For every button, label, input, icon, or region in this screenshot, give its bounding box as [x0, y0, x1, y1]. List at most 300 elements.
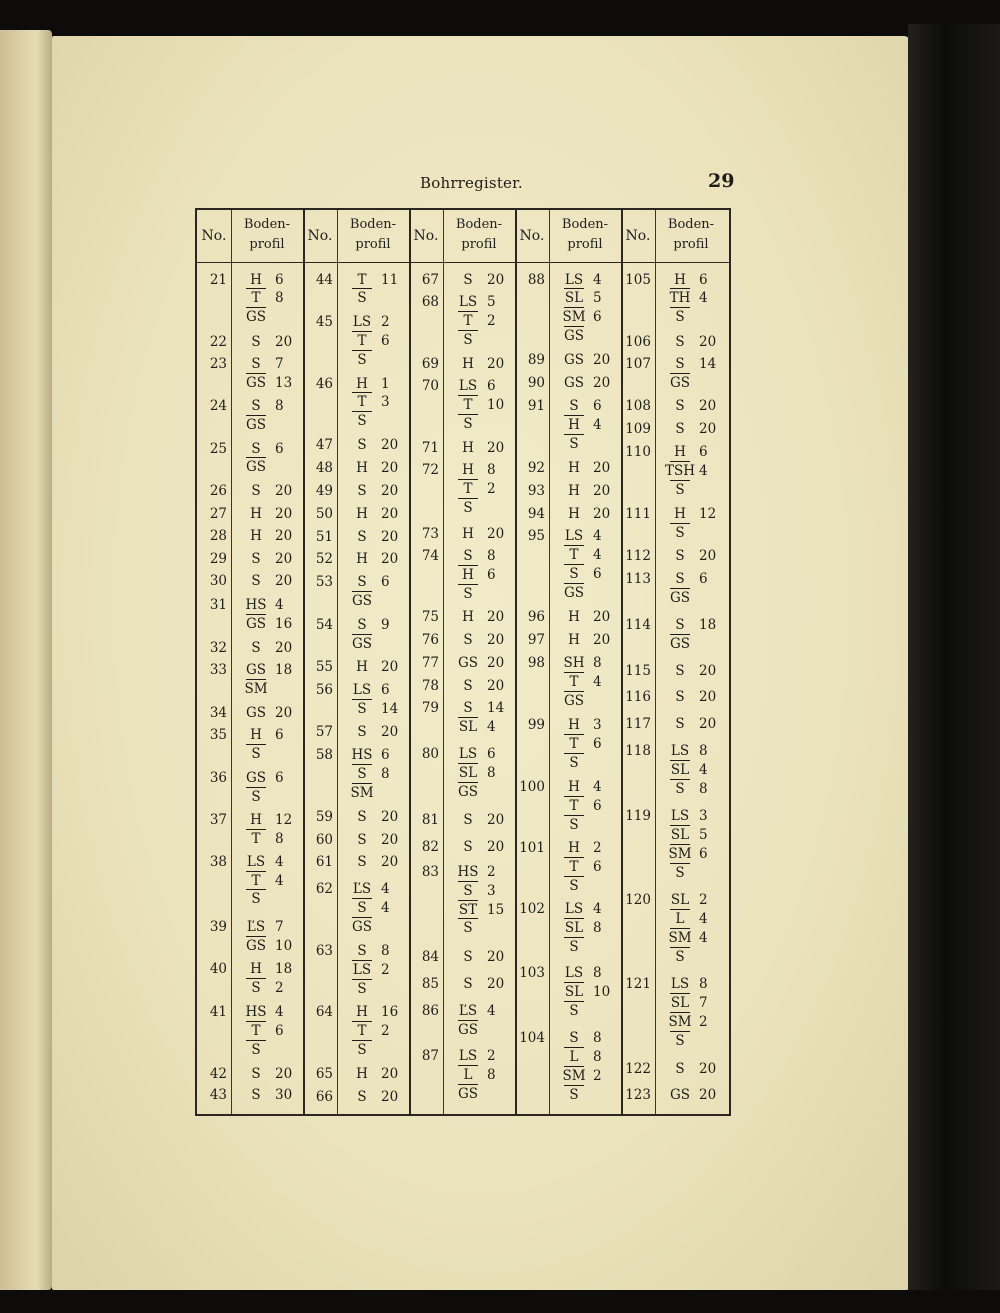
bohrung-number: 23: [209, 356, 227, 372]
running-title: Bohrregister.: [420, 174, 523, 192]
soil-layer-code: S: [357, 809, 367, 825]
bohrung-number: 99: [527, 717, 545, 733]
soil-layer-depth: 3: [487, 883, 496, 899]
soil-layer-code: S: [451, 586, 485, 602]
soil-layer-depth: 2: [593, 1068, 602, 1084]
soil-layer-code: S: [451, 332, 485, 348]
bohrung-number: 83: [421, 864, 439, 880]
soil-layer-code: S: [357, 437, 367, 453]
soil-layer-code: S: [463, 839, 473, 855]
soil-layer-code: S: [463, 700, 473, 716]
soil-layer-depth: 4: [381, 881, 390, 897]
soil-layer-code: H: [462, 440, 474, 456]
bohrung-number: 49: [315, 483, 333, 499]
soil-layer-depth: 20: [381, 460, 399, 476]
soil-layer-depth: 10: [593, 984, 611, 1000]
soil-layer-code: H: [674, 272, 686, 288]
bohrung-number: 80: [421, 746, 439, 762]
soil-layer-depth: 6: [381, 682, 390, 698]
soil-layer-code: H: [356, 1066, 368, 1082]
bohrung-number: 104: [519, 1030, 545, 1046]
soil-layer-code: S: [463, 272, 473, 288]
soil-layer-code: SM: [663, 930, 697, 946]
soil-layer-code: S: [357, 832, 367, 848]
soil-layer-depth: 12: [699, 506, 717, 522]
soil-layer-code: SM: [557, 1068, 591, 1084]
soil-layer-code: SL: [663, 995, 697, 1011]
bohrung-number: 97: [527, 632, 545, 648]
bohrung-number: 58: [315, 747, 333, 763]
soil-layer-depth: 14: [699, 356, 717, 372]
bohrung-number: 70: [421, 378, 439, 394]
soil-layer-depth: 20: [381, 483, 399, 499]
soil-layer-depth: 20: [275, 483, 293, 499]
bohrung-number: 71: [421, 440, 439, 456]
soil-layer-code: SL: [451, 719, 485, 735]
bohrung-number: 54: [315, 617, 333, 633]
soil-layer-code: LS: [564, 528, 584, 544]
soil-layer-depth: 20: [487, 609, 505, 625]
soil-layer-code: S: [251, 441, 261, 457]
soil-layer-depth: 6: [699, 444, 708, 460]
soil-layer-code: LS: [564, 272, 584, 288]
header-profil: profil: [461, 237, 497, 252]
soil-layer-depth: 6: [275, 1023, 284, 1039]
soil-layer-code: SM: [345, 785, 379, 801]
soil-layer-code: LS: [246, 854, 266, 870]
soil-layer-code: S: [675, 663, 685, 679]
soil-layer-code: GS: [563, 352, 585, 368]
bohrung-number: 120: [625, 892, 651, 908]
soil-layer-depth: 30: [275, 1087, 293, 1103]
soil-layer-code: S: [663, 309, 697, 325]
soil-layer-code: H: [568, 632, 580, 648]
soil-layer-code: S: [357, 483, 367, 499]
column-divider: [655, 210, 656, 1114]
soil-layer-code: S: [239, 891, 273, 907]
soil-layer-code: S: [451, 883, 485, 899]
soil-layer-code: HS: [457, 864, 479, 880]
soil-layer-code: H: [462, 356, 474, 372]
header-bodenprofil: [231, 215, 303, 255]
soil-layer-code: S: [451, 920, 485, 936]
soil-layer-code: S: [557, 436, 591, 452]
soil-layer-code: S: [357, 574, 367, 590]
soil-layer-code: S: [663, 482, 697, 498]
soil-layer-depth: 14: [487, 700, 505, 716]
bohrung-number: 52: [315, 551, 333, 567]
soil-layer-depth: 20: [699, 663, 717, 679]
soil-layer-depth: 8: [699, 743, 708, 759]
soil-layer-code: T: [239, 873, 273, 889]
bohrung-number: 68: [421, 294, 439, 310]
bohrung-number: 42: [209, 1066, 227, 1082]
header-bodenprofil: [549, 215, 621, 255]
bohrung-number: 48: [315, 460, 333, 476]
header-no: No.: [307, 228, 333, 244]
bohrung-number: 92: [527, 460, 545, 476]
soil-layer-code: S: [663, 525, 697, 541]
soil-layer-code: S: [251, 573, 261, 589]
bohrung-number: 69: [421, 356, 439, 372]
bohrung-number: 21: [209, 272, 227, 288]
soil-layer-code: H: [674, 506, 686, 522]
header-no: No.: [625, 228, 651, 244]
bohrung-number: 63: [315, 943, 333, 959]
soil-layer-code: ĽS: [246, 919, 266, 935]
bohrung-number: 121: [625, 976, 651, 992]
soil-layer-code: GS: [239, 616, 273, 632]
soil-layer-depth: 6: [275, 441, 284, 457]
soil-layer-depth: 4: [699, 930, 708, 946]
soil-layer-depth: 2: [487, 864, 496, 880]
bohrung-number: 45: [315, 314, 333, 330]
soil-layer-code: S: [557, 878, 591, 894]
soil-layer-depth: 20: [699, 1061, 717, 1077]
bohrung-number: 65: [315, 1066, 333, 1082]
soil-layer-code: H: [568, 506, 580, 522]
soil-layer-code: T: [557, 736, 591, 752]
soil-layer-depth: 8: [593, 655, 602, 671]
soil-layer-code: GS: [245, 705, 267, 721]
soil-layer-code: H: [674, 444, 686, 460]
soil-layer-depth: 7: [275, 356, 284, 372]
soil-layer-code: GS: [345, 636, 379, 652]
bohrung-number: 31: [209, 597, 227, 613]
soil-layer-depth: 6: [487, 378, 496, 394]
bohrung-number: 53: [315, 574, 333, 590]
soil-layer-depth: 1: [381, 376, 390, 392]
bohrung-number: 88: [527, 272, 545, 288]
bohrung-number: 107: [625, 356, 651, 372]
soil-layer-code: T: [357, 272, 367, 288]
header-no: No.: [201, 228, 227, 244]
soil-layer-code: GS: [557, 328, 591, 344]
bohrung-number: 75: [421, 609, 439, 625]
bohrung-number: 50: [315, 506, 333, 522]
soil-layer-depth: 20: [381, 854, 399, 870]
bohrung-number: 33: [209, 662, 227, 678]
soil-layer-depth: 6: [593, 736, 602, 752]
bohrung-number: 36: [209, 770, 227, 786]
bohrung-number: 81: [421, 812, 439, 828]
column-divider: [231, 210, 232, 1114]
soil-layer-depth: 14: [381, 701, 399, 717]
soil-layer-depth: 6: [487, 746, 496, 762]
soil-layer-depth: 4: [593, 547, 602, 563]
soil-layer-depth: 8: [593, 1030, 602, 1046]
soil-layer-depth: 2: [275, 980, 284, 996]
bohrung-number: 89: [527, 352, 545, 368]
soil-layer-code: H: [356, 460, 368, 476]
soil-layer-code: T: [557, 798, 591, 814]
soil-layer-depth: 12: [275, 812, 293, 828]
soil-layer-depth: 20: [487, 272, 505, 288]
soil-layer-code: GS: [345, 593, 379, 609]
soil-layer-code: S: [451, 416, 485, 432]
soil-layer-code: GS: [563, 375, 585, 391]
soil-layer-depth: 2: [381, 314, 390, 330]
soil-layer-code: S: [663, 1033, 697, 1049]
soil-layer-depth: 20: [487, 949, 505, 965]
header-bodenprofil: [443, 215, 515, 255]
soil-layer-code: ST: [451, 902, 485, 918]
soil-layer-depth: 4: [593, 417, 602, 433]
soil-layer-depth: 20: [275, 705, 293, 721]
soil-layer-code: S: [675, 398, 685, 414]
soil-layer-code: GS: [245, 662, 267, 678]
bohrung-number: 84: [421, 949, 439, 965]
bohrung-number: 26: [209, 483, 227, 499]
soil-layer-code: S: [557, 1087, 591, 1103]
soil-layer-code: LS: [670, 976, 690, 992]
soil-layer-code: H: [568, 779, 580, 795]
bohrung-number: 37: [209, 812, 227, 828]
soil-layer-depth: 6: [381, 574, 390, 590]
soil-layer-code: S: [557, 566, 591, 582]
soil-layer-code: S: [345, 766, 379, 782]
soil-layer-code: S: [251, 483, 261, 499]
soil-layer-code: T: [345, 394, 379, 410]
bohrung-number: 38: [209, 854, 227, 870]
bohrung-number: 114: [625, 617, 651, 633]
soil-layer-code: S: [251, 334, 261, 350]
soil-layer-depth: 6: [275, 770, 284, 786]
bohrung-number: 95: [527, 528, 545, 544]
soil-layer-code: GS: [239, 375, 273, 391]
soil-layer-code: GS: [557, 693, 591, 709]
soil-layer-depth: 8: [593, 965, 602, 981]
header-boden: Boden-: [243, 217, 291, 232]
bohrung-number: 108: [625, 398, 651, 414]
bohrung-number: 96: [527, 609, 545, 625]
soil-layer-depth: 20: [275, 334, 293, 350]
soil-layer-code: LS: [458, 1048, 478, 1064]
soil-layer-code: SM: [557, 309, 591, 325]
soil-layer-code: S: [463, 632, 473, 648]
soil-layer-code: H: [568, 840, 580, 856]
column-divider: [549, 210, 550, 1114]
soil-layer-code: S: [239, 789, 273, 805]
bohrung-number: 113: [625, 571, 651, 587]
soil-layer-depth: 8: [487, 765, 496, 781]
soil-layer-code: S: [345, 290, 379, 306]
soil-layer-depth: 20: [699, 716, 717, 732]
soil-layer-code: LS: [670, 808, 690, 824]
header-boden: Boden-: [667, 217, 715, 232]
soil-layer-depth: 9: [381, 617, 390, 633]
soil-layer-code: HS: [245, 1004, 267, 1020]
soil-layer-code: S: [357, 529, 367, 545]
bohrung-number: 110: [625, 444, 651, 460]
soil-layer-depth: 6: [699, 571, 708, 587]
soil-layer-code: H: [250, 528, 262, 544]
soil-layer-depth: 4: [275, 597, 284, 613]
soil-layer-code: H: [568, 609, 580, 625]
soil-layer-code: H: [250, 961, 262, 977]
soil-layer-code: GS: [663, 590, 697, 606]
soil-layer-code: H: [356, 376, 368, 392]
bohrung-number: 117: [625, 716, 651, 732]
header-boden: Boden-: [349, 217, 397, 232]
bohrung-number: 67: [421, 272, 439, 288]
soil-layer-depth: 2: [593, 840, 602, 856]
bohrung-number: 57: [315, 724, 333, 740]
soil-layer-depth: 2: [381, 962, 390, 978]
soil-layer-code: SM: [663, 846, 697, 862]
soil-layer-code: HS: [245, 597, 267, 613]
soil-layer-depth: 20: [487, 440, 505, 456]
soil-layer-code: S: [357, 724, 367, 740]
soil-layer-code: GS: [451, 1086, 485, 1102]
soil-layer-depth: 3: [381, 394, 390, 410]
soil-layer-code: H: [568, 717, 580, 733]
header-profil: profil: [673, 237, 709, 252]
bohrung-number: 39: [209, 919, 227, 935]
soil-layer-code: S: [675, 356, 685, 372]
soil-layer-code: S: [463, 548, 473, 564]
soil-layer-code: SL: [557, 920, 591, 936]
soil-layer-code: LS: [345, 962, 379, 978]
soil-layer-code: SL: [557, 290, 591, 306]
bohrung-number: 27: [209, 506, 227, 522]
soil-layer-depth: 4: [381, 900, 390, 916]
soil-layer-depth: 20: [381, 506, 399, 522]
soil-layer-depth: 2: [699, 892, 708, 908]
soil-layer-code: SL: [663, 762, 697, 778]
bohrung-number: 106: [625, 334, 651, 350]
soil-layer-depth: 20: [381, 659, 399, 675]
soil-layer-code: H: [356, 551, 368, 567]
soil-layer-code: S: [357, 854, 367, 870]
soil-layer-code: L: [557, 1049, 591, 1065]
soil-layer-code: H: [451, 567, 485, 583]
bohrung-number: 116: [625, 689, 651, 705]
soil-layer-code: HS: [351, 747, 373, 763]
soil-layer-depth: 4: [593, 779, 602, 795]
soil-layer-depth: 10: [487, 397, 505, 413]
soil-layer-code: S: [357, 1089, 367, 1105]
bohrung-number: 86: [421, 1003, 439, 1019]
soil-layer-depth: 20: [275, 640, 293, 656]
soil-layer-depth: 6: [487, 567, 496, 583]
soil-layer-code: GS: [663, 636, 697, 652]
soil-layer-depth: 6: [593, 398, 602, 414]
soil-layer-depth: 6: [275, 272, 284, 288]
soil-layer-depth: 6: [275, 727, 284, 743]
bohrung-number: 62: [315, 881, 333, 897]
bohrung-number: 102: [519, 901, 545, 917]
soil-layer-depth: 20: [381, 832, 399, 848]
bohrung-number: 105: [625, 272, 651, 288]
soil-layer-code: S: [251, 551, 261, 567]
soil-layer-depth: 16: [381, 1004, 399, 1020]
bohrregister-table: [195, 208, 731, 1116]
soil-layer-depth: 20: [593, 609, 611, 625]
soil-layer-code: S: [451, 500, 485, 516]
soil-layer-depth: 6: [699, 272, 708, 288]
soil-layer-depth: 8: [381, 766, 390, 782]
bohrung-number: 101: [519, 840, 545, 856]
soil-layer-code: H: [356, 506, 368, 522]
soil-layer-depth: 20: [487, 976, 505, 992]
soil-layer-depth: 2: [487, 481, 496, 497]
soil-layer-code: GS: [239, 938, 273, 954]
soil-layer-code: S: [675, 716, 685, 732]
soil-layer-depth: 2: [487, 313, 496, 329]
column-divider: [337, 210, 338, 1114]
soil-layer-code: SM: [239, 681, 273, 697]
bohrung-number: 22: [209, 334, 227, 350]
soil-layer-code: S: [557, 1003, 591, 1019]
bohrung-number: 119: [625, 808, 651, 824]
soil-layer-depth: 20: [381, 724, 399, 740]
soil-layer-depth: 4: [699, 290, 708, 306]
header-no: No.: [519, 228, 545, 244]
soil-layer-depth: 20: [275, 1066, 293, 1082]
soil-layer-code: S: [663, 781, 697, 797]
header-bodenprofil: [655, 215, 727, 255]
soil-layer-code: S: [239, 746, 273, 762]
soil-layer-depth: 4: [593, 528, 602, 544]
soil-layer-code: LS: [670, 743, 690, 759]
bohrung-number: 72: [421, 462, 439, 478]
soil-layer-depth: 13: [275, 375, 293, 391]
soil-layer-code: S: [345, 1042, 379, 1058]
soil-layer-code: S: [251, 398, 261, 414]
soil-layer-code: SL: [557, 984, 591, 1000]
soil-layer-depth: 20: [699, 334, 717, 350]
facing-page-edge: [0, 30, 52, 1290]
soil-layer-depth: 20: [275, 573, 293, 589]
soil-layer-depth: 6: [593, 309, 602, 325]
soil-layer-depth: 18: [275, 961, 293, 977]
bohrung-number: 47: [315, 437, 333, 453]
soil-layer-depth: 20: [381, 1089, 399, 1105]
soil-layer-code: GS: [245, 770, 267, 786]
soil-layer-code: T: [345, 333, 379, 349]
bohrung-number: 93: [527, 483, 545, 499]
soil-layer-depth: 20: [593, 460, 611, 476]
soil-layer-depth: 20: [487, 812, 505, 828]
soil-layer-code: S: [251, 640, 261, 656]
soil-layer-code: S: [675, 334, 685, 350]
soil-layer-code: T: [451, 481, 485, 497]
bohrung-number: 56: [315, 682, 333, 698]
bohrung-number: 73: [421, 526, 439, 542]
soil-layer-code: S: [251, 1066, 261, 1082]
soil-layer-depth: 8: [699, 976, 708, 992]
soil-layer-depth: 4: [487, 1003, 496, 1019]
soil-layer-depth: 2: [381, 1023, 390, 1039]
soil-layer-depth: 20: [487, 678, 505, 694]
soil-layer-code: S: [675, 571, 685, 587]
soil-layer-code: S: [557, 939, 591, 955]
soil-layer-code: GS: [669, 1087, 691, 1103]
soil-layer-depth: 4: [593, 272, 602, 288]
soil-layer-depth: 3: [593, 717, 602, 733]
bohrung-number: 77: [421, 655, 439, 671]
bohrung-number: 82: [421, 839, 439, 855]
soil-layer-code: H: [250, 727, 262, 743]
bohrung-number: 32: [209, 640, 227, 656]
soil-layer-code: GS: [239, 417, 273, 433]
bohrung-number: 90: [527, 375, 545, 391]
soil-layer-depth: 20: [593, 632, 611, 648]
header-boden: Boden-: [561, 217, 609, 232]
bohrung-number: 76: [421, 632, 439, 648]
soil-layer-depth: 20: [381, 551, 399, 567]
